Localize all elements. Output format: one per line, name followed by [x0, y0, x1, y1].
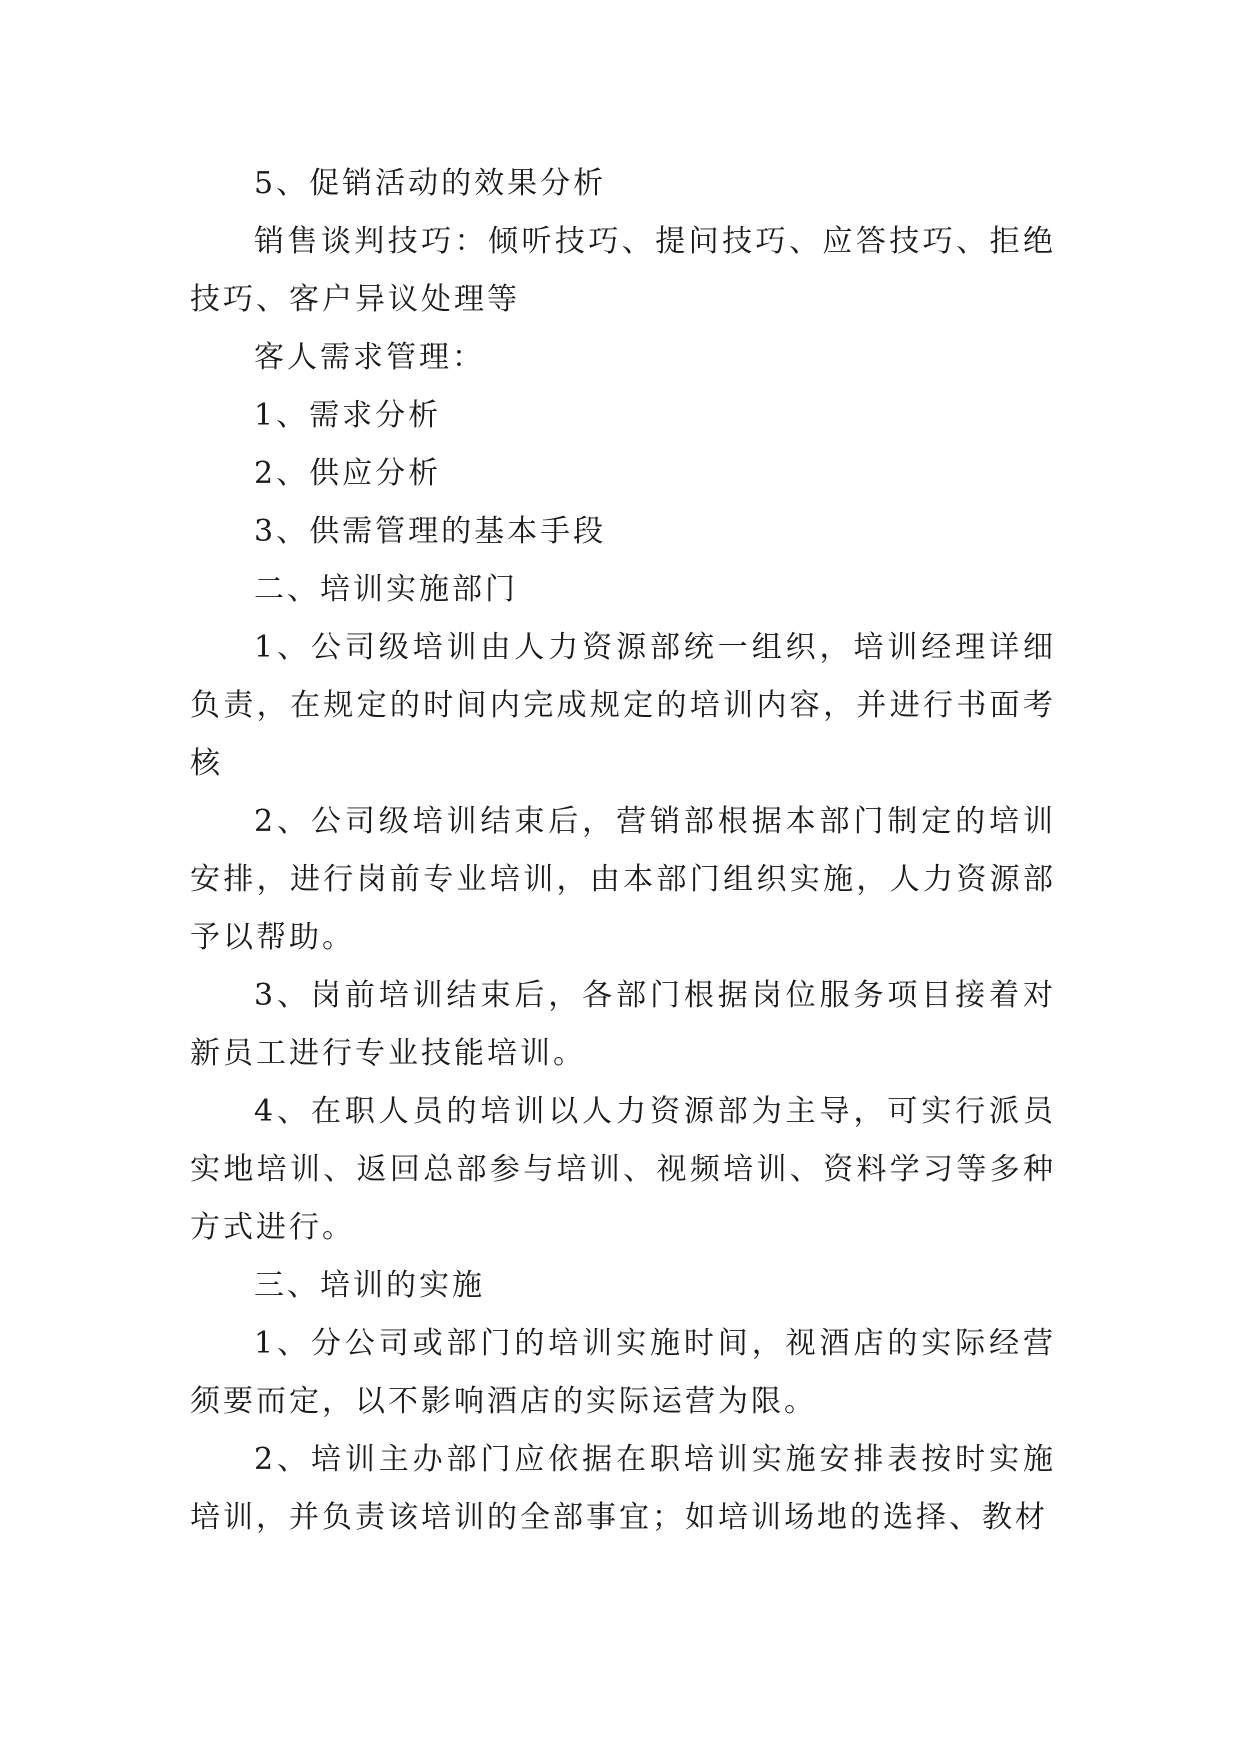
paragraph-skill-training: 3、岗前培训结束后，各部门根据岗位服务项目接着对新员工进行专业技能培训。 — [190, 978, 1056, 1071]
paragraph-pre-job-training: 2、公司级培训结束后，营销部根据本部门制定的培训安排，进行岗前专业培训，由本部门组织实施，人力资源部予以帮助。 — [190, 804, 1056, 955]
list-item-demand-analysis: 1、需求分析 — [254, 398, 442, 433]
section-heading-training-implementation: 三、培训的实施 — [254, 1268, 485, 1303]
document-body — [190, 155, 1056, 1547]
paragraph-training-timing: 1、分公司或部门的培训实施时间，视酒店的实际经营须要而定，以不影响酒店的实际运营为限。 — [190, 1326, 1056, 1419]
paragraph-training-organizer: 2、培训主办部门应依据在职培训实施安排表按时实施培训，并负责该培训的全部事宜；如培训场地的选择、教材 — [190, 1442, 1056, 1535]
section-heading-training-departments: 二、培训实施部门 — [254, 572, 518, 607]
paragraph-negotiation-skills: 销售谈判技巧：倾听技巧、提问技巧、应答技巧、拒绝技巧、客户异议处理等 — [190, 224, 1056, 317]
paragraph-promotion-analysis: 5、促销活动的效果分析 — [254, 166, 607, 201]
paragraph-in-service-training: 4、在职人员的培训以人力资源部为主导，可实行派员实地培训、返回总部参与培训、视频培训、资料学习等多种方式进行。 — [190, 1094, 1056, 1245]
list-item-supply-demand-means: 3、供需管理的基本手段 — [254, 514, 607, 549]
paragraph-company-training: 1、公司级培训由人力资源部统一组织，培训经理详细负责，在规定的时间内完成规定的培训内容，并进行书面考核 — [190, 630, 1056, 781]
list-item-supply-analysis: 2、供应分析 — [254, 456, 442, 491]
paragraph-demand-management: 客人需求管理： — [254, 340, 485, 375]
